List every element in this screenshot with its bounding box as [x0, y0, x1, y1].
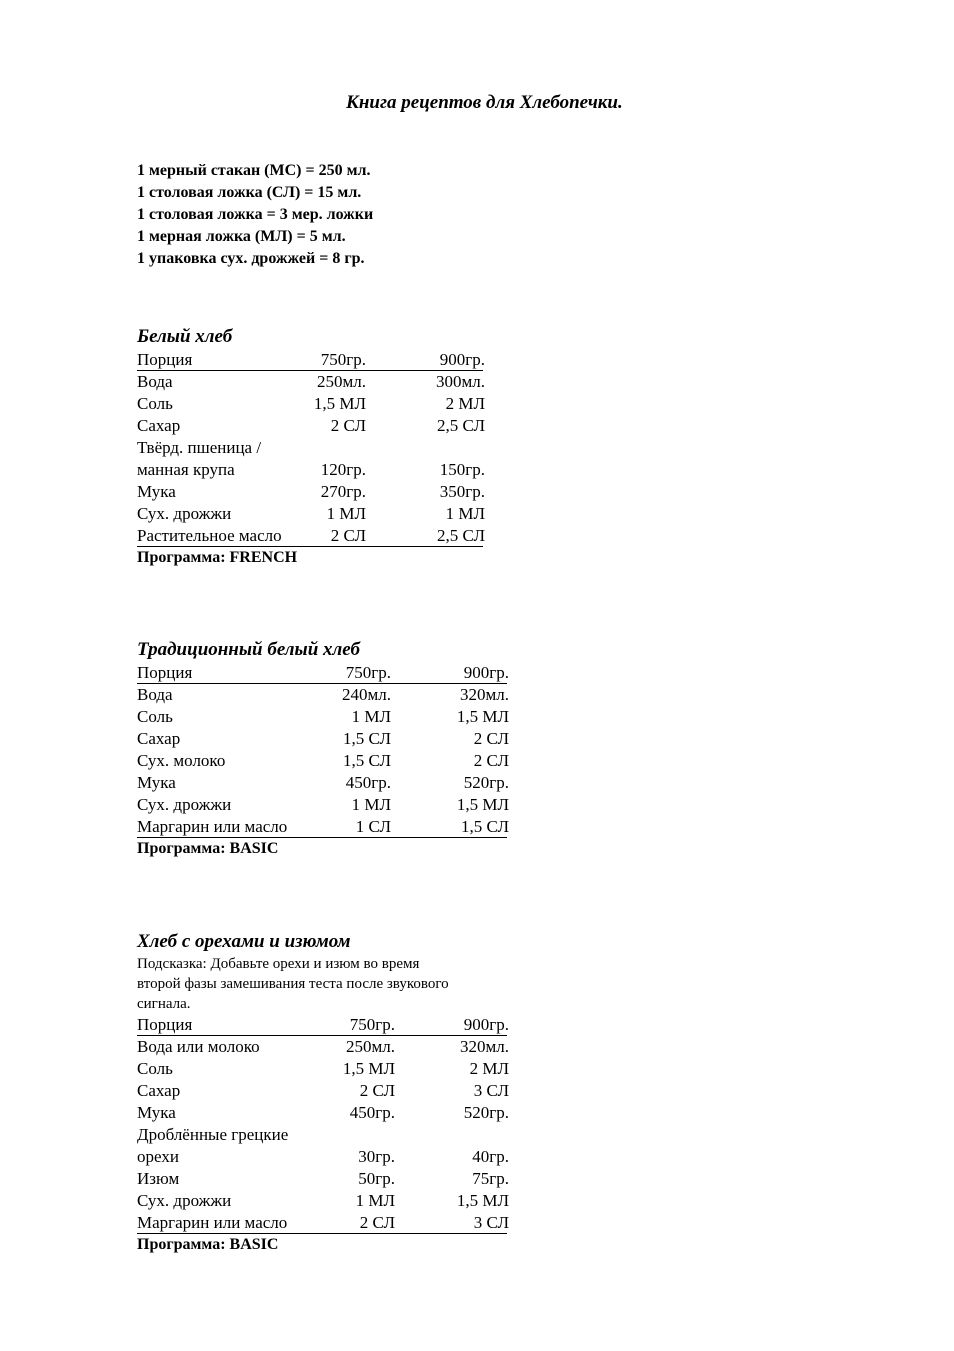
ingredient-name-line2: орехи: [137, 1147, 179, 1166]
ingredient-name: Растительное масло: [137, 526, 282, 545]
program-label: Программа: BASIC: [137, 1236, 279, 1253]
amount-750: 240мл.: [342, 685, 391, 704]
ingredient-row: [137, 1212, 507, 1234]
amount-900: 150гр.: [439, 460, 485, 479]
amount-900: 2 МЛ: [469, 1059, 509, 1078]
ingredient-name: Сух. дрожжи: [137, 1191, 232, 1210]
ingredient-name: Сахар: [137, 729, 181, 748]
amount-900: 2 МЛ: [445, 394, 485, 413]
ingredient-name: Маргарин или масло: [137, 1213, 288, 1232]
header-900: 900гр.: [463, 1015, 509, 1034]
ingredient-name: Мука: [137, 773, 176, 792]
ingredient-row: [137, 772, 507, 794]
ingredient-name-line2: манная крупа: [137, 460, 235, 479]
table-header: [137, 1014, 507, 1036]
amount-750: 120гр.: [320, 460, 366, 479]
table-header: [137, 349, 483, 371]
table-header: [137, 662, 507, 684]
measure-line: 1 столовая ложка = 3 мер. ложки: [137, 206, 374, 223]
recipe-hint: [137, 954, 517, 1014]
amount-750: 2 СЛ: [359, 1213, 395, 1232]
ingredient-row: [137, 794, 507, 816]
ingredient-row: [137, 706, 507, 728]
amount-750: 1 СЛ: [355, 817, 391, 836]
ingredient-row: [137, 1124, 517, 1168]
header-750: 750гр.: [320, 350, 366, 369]
header-portion: Порция: [137, 663, 193, 682]
ingredient-name: Сух. дрожжи: [137, 504, 232, 523]
ingredient-name: Вода: [137, 685, 173, 704]
amount-750: 2 СЛ: [359, 1081, 395, 1100]
measure-line: 1 столовая ложка (СЛ) = 15 мл.: [137, 184, 362, 201]
ingredient-row: [137, 415, 483, 437]
recipe-nut-raisin-bread: [137, 930, 517, 1256]
amount-900: 1 МЛ: [445, 504, 485, 523]
measures-list: [137, 160, 373, 270]
amount-900: 2,5 СЛ: [437, 416, 485, 435]
ingredient-name: Маргарин или масло: [137, 817, 288, 836]
amount-750: 1,5 МЛ: [313, 394, 366, 413]
amount-750: 250мл.: [317, 372, 366, 391]
amount-900: 320мл.: [460, 685, 509, 704]
amount-750: 1 МЛ: [351, 707, 391, 726]
hint-line: второй фазы замешивания теста после звукового: [137, 976, 449, 992]
recipe-title: Традиционный белый хлеб: [137, 639, 360, 660]
ingredient-row: [137, 481, 483, 503]
amount-900: 1,5 МЛ: [456, 1191, 509, 1210]
ingredient-row: [137, 393, 483, 415]
amount-900: 2 СЛ: [473, 729, 509, 748]
ingredient-row: [137, 437, 483, 481]
ingredient-name: Вода: [137, 372, 173, 391]
ingredient-name: Соль: [137, 1059, 173, 1078]
amount-750: 2 СЛ: [330, 526, 366, 545]
hint-line: Подсказка: Добавьте орехи и изюм во время: [137, 956, 420, 972]
hint-line: сигнала.: [137, 996, 191, 1012]
ingredient-name-line1: Дроблённые грецкие: [137, 1125, 289, 1144]
ingredient-name: Сахар: [137, 416, 181, 435]
ingredient-name: Мука: [137, 1103, 176, 1122]
program-label: Программа: FRENCH: [137, 549, 298, 566]
header-portion: Порция: [137, 350, 193, 369]
amount-900: 320мл.: [460, 1037, 509, 1056]
amount-900: 520гр.: [463, 1103, 509, 1122]
document-title: Книга рецептов для Хлебопечки.: [346, 92, 623, 113]
recipe-white-bread: [137, 325, 483, 569]
recipe-title: Белый хлеб: [137, 326, 233, 347]
ingredient-row: [137, 503, 483, 525]
program-label: Программа: BASIC: [137, 840, 279, 857]
measure-line: 1 мерный стакан (МС) = 250 мл.: [137, 162, 371, 179]
measure-line: 1 мерная ложка (МЛ) = 5 мл.: [137, 228, 346, 245]
amount-900: 1,5 МЛ: [456, 795, 509, 814]
amount-750: 2 СЛ: [330, 416, 366, 435]
ingredient-row: [137, 684, 507, 706]
ingredient-name: Мука: [137, 482, 176, 501]
amount-900: 1,5 СЛ: [461, 817, 509, 836]
header-900: 900гр.: [463, 663, 509, 682]
ingredient-row: [137, 816, 507, 838]
ingredient-name: Сух. дрожжи: [137, 795, 232, 814]
amount-900: 75гр.: [472, 1169, 509, 1188]
amount-750: 1 МЛ: [326, 504, 366, 523]
ingredient-row: [137, 1058, 517, 1080]
amount-750: 30гр.: [358, 1147, 395, 1166]
recipe-title: Хлеб с орехами и изюмом: [137, 931, 351, 952]
amount-750: 1,5 МЛ: [342, 1059, 395, 1078]
ingredient-row: [137, 1190, 517, 1212]
amount-750: 50гр.: [358, 1169, 395, 1188]
header-900: 900гр.: [439, 350, 485, 369]
amount-750: 1 МЛ: [355, 1191, 395, 1210]
ingredient-name: Соль: [137, 707, 173, 726]
ingredient-name: [137, 1124, 288, 1168]
amount-750: 1,5 СЛ: [343, 729, 391, 748]
ingredient-name: [137, 437, 261, 481]
amount-750: 1,5 СЛ: [343, 751, 391, 770]
amount-900: 2,5 СЛ: [437, 526, 485, 545]
ingredient-name: Вода или молоко: [137, 1037, 260, 1056]
ingredient-name: Изюм: [137, 1169, 180, 1188]
ingredient-row: [137, 728, 507, 750]
header-750: 750гр.: [349, 1015, 395, 1034]
amount-750: 270гр.: [320, 482, 366, 501]
ingredient-row: [137, 1168, 517, 1190]
amount-750: 1 МЛ: [351, 795, 391, 814]
ingredient-row: [137, 371, 483, 393]
recipe-traditional-white-bread: [137, 638, 507, 860]
ingredient-row: [137, 1102, 517, 1124]
ingredient-row: [137, 1036, 517, 1058]
amount-900: 300мл.: [436, 372, 485, 391]
amount-900: 3 СЛ: [473, 1213, 509, 1232]
amount-900: 40гр.: [472, 1147, 509, 1166]
amount-900: 1,5 МЛ: [456, 707, 509, 726]
measure-line: 1 упаковка сух. дрожжей = 8 гр.: [137, 250, 365, 267]
amount-900: 350гр.: [439, 482, 485, 501]
amount-900: 2 СЛ: [473, 751, 509, 770]
amount-900: 3 СЛ: [473, 1081, 509, 1100]
ingredient-name-line1: Твёрд. пшеница /: [137, 438, 262, 457]
ingredient-name: Сух. молоко: [137, 751, 226, 770]
header-portion: Порция: [137, 1015, 193, 1034]
amount-750: 250мл.: [346, 1037, 395, 1056]
ingredient-row: [137, 750, 507, 772]
ingredient-row: [137, 525, 483, 547]
amount-900: 520гр.: [463, 773, 509, 792]
ingredient-name: Сахар: [137, 1081, 181, 1100]
header-750: 750гр.: [345, 663, 391, 682]
amount-750: 450гр.: [349, 1103, 395, 1122]
ingredient-row: [137, 1080, 517, 1102]
ingredient-name: Соль: [137, 394, 173, 413]
amount-750: 450гр.: [345, 773, 391, 792]
